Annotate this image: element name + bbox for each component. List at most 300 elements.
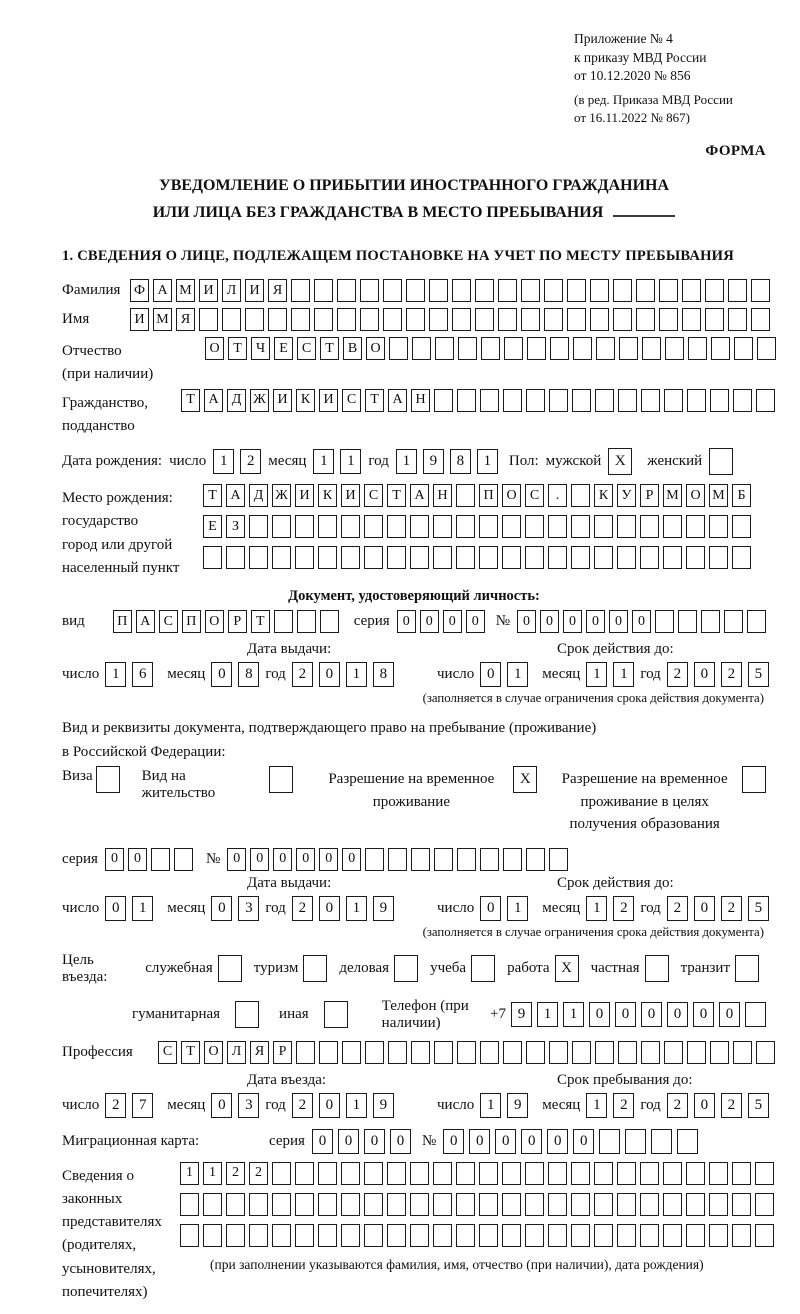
- legal-reps-box[interactable]: [203, 1224, 222, 1247]
- identity-number-box[interactable]: 0: [540, 610, 559, 633]
- identity-valid-month-box[interactable]: 1: [613, 662, 634, 687]
- patronymic-box[interactable]: [435, 337, 454, 360]
- profession-box[interactable]: [480, 1041, 499, 1064]
- legal-reps-box[interactable]: [732, 1193, 751, 1216]
- profession-box[interactable]: Р: [273, 1041, 292, 1064]
- citizenship-box[interactable]: [526, 389, 545, 412]
- surname-box[interactable]: [406, 279, 425, 302]
- identity-issue-day-box[interactable]: 6: [132, 662, 153, 687]
- citizenship-box[interactable]: Н: [411, 389, 430, 412]
- birth-place-box[interactable]: [502, 515, 521, 538]
- stay-year-box[interactable]: 5: [748, 1093, 769, 1118]
- legal-reps-box[interactable]: [318, 1193, 337, 1216]
- citizenship-box[interactable]: [618, 389, 637, 412]
- patronymic-box[interactable]: Ч: [251, 337, 270, 360]
- residence-valid-day-box[interactable]: 0: [480, 896, 501, 921]
- birth-place-box[interactable]: [571, 484, 590, 507]
- residence-number-box[interactable]: [434, 848, 453, 871]
- purpose-study-box[interactable]: [471, 955, 495, 982]
- citizenship-box[interactable]: А: [204, 389, 223, 412]
- given-name-box[interactable]: [590, 308, 609, 331]
- birth-place-box[interactable]: [732, 515, 751, 538]
- identity-series-box[interactable]: 0: [397, 610, 416, 633]
- legal-reps-box[interactable]: [617, 1193, 636, 1216]
- birth-place-box[interactable]: [387, 546, 406, 569]
- birth-place-box[interactable]: К: [318, 484, 337, 507]
- profession-box[interactable]: [549, 1041, 568, 1064]
- migration-number-box[interactable]: 0: [469, 1129, 490, 1154]
- entry-year-box[interactable]: 1: [346, 1093, 367, 1118]
- birth-place-box[interactable]: И: [341, 484, 360, 507]
- legal-reps-box[interactable]: [686, 1193, 705, 1216]
- identity-issue-year-box[interactable]: 1: [346, 662, 367, 687]
- purpose-private-box[interactable]: [645, 955, 669, 982]
- given-name-box[interactable]: [360, 308, 379, 331]
- residence-number-box[interactable]: 0: [342, 848, 361, 871]
- given-name-box[interactable]: [337, 308, 356, 331]
- profession-box[interactable]: [526, 1041, 545, 1064]
- legal-reps-box[interactable]: [709, 1162, 728, 1185]
- residence-number-box[interactable]: [457, 848, 476, 871]
- surname-box[interactable]: [475, 279, 494, 302]
- given-name-box[interactable]: [544, 308, 563, 331]
- given-name-box[interactable]: М: [153, 308, 172, 331]
- profession-box[interactable]: [296, 1041, 315, 1064]
- birth-place-box[interactable]: [456, 515, 475, 538]
- residence-number-box[interactable]: [549, 848, 568, 871]
- citizenship-box[interactable]: А: [388, 389, 407, 412]
- purpose-humanitarian-box[interactable]: [235, 1001, 259, 1028]
- birth-place-box[interactable]: С: [364, 484, 383, 507]
- birth-place-box[interactable]: [663, 546, 682, 569]
- citizenship-box[interactable]: С: [342, 389, 361, 412]
- patronymic-box[interactable]: [504, 337, 523, 360]
- migration-number-box[interactable]: 0: [573, 1129, 594, 1154]
- residence-number-box[interactable]: [411, 848, 430, 871]
- profession-box[interactable]: [319, 1041, 338, 1064]
- citizenship-box[interactable]: Ж: [250, 389, 269, 412]
- surname-box[interactable]: Л: [222, 279, 241, 302]
- surname-box[interactable]: [337, 279, 356, 302]
- legal-reps-box[interactable]: [387, 1162, 406, 1185]
- birth-place-box[interactable]: [617, 546, 636, 569]
- patronymic-box[interactable]: [550, 337, 569, 360]
- profession-box[interactable]: [572, 1041, 591, 1064]
- legal-reps-box[interactable]: [732, 1224, 751, 1247]
- birth-place-box[interactable]: [341, 546, 360, 569]
- birth-place-box[interactable]: С: [525, 484, 544, 507]
- patronymic-box[interactable]: О: [205, 337, 224, 360]
- entry-year-box[interactable]: 9: [373, 1093, 394, 1118]
- patronymic-box[interactable]: [665, 337, 684, 360]
- birth-place-box[interactable]: [479, 546, 498, 569]
- surname-box[interactable]: [383, 279, 402, 302]
- given-name-box[interactable]: [383, 308, 402, 331]
- birth-place-box[interactable]: [617, 515, 636, 538]
- purpose-other-box[interactable]: [324, 1001, 348, 1028]
- given-name-box[interactable]: [521, 308, 540, 331]
- surname-box[interactable]: [429, 279, 448, 302]
- birth-place-box[interactable]: [594, 515, 613, 538]
- residence-valid-year-box[interactable]: 0: [694, 896, 715, 921]
- birth-place-box[interactable]: М: [709, 484, 728, 507]
- purpose-work-box[interactable]: X: [555, 955, 579, 982]
- birth-place-box[interactable]: [456, 484, 475, 507]
- legal-reps-box[interactable]: [433, 1162, 452, 1185]
- residence-valid-month-box[interactable]: 1: [586, 896, 607, 921]
- identity-number-box[interactable]: 0: [632, 610, 651, 633]
- profession-box[interactable]: Я: [250, 1041, 269, 1064]
- citizenship-box[interactable]: И: [273, 389, 292, 412]
- birth-place-box[interactable]: Т: [203, 484, 222, 507]
- legal-reps-box[interactable]: [640, 1224, 659, 1247]
- patronymic-box[interactable]: [688, 337, 707, 360]
- birth-place-box[interactable]: [571, 546, 590, 569]
- identity-kind-box[interactable]: С: [159, 610, 178, 633]
- stay-month-box[interactable]: 2: [613, 1093, 634, 1118]
- citizenship-box[interactable]: Д: [227, 389, 246, 412]
- profession-box[interactable]: С: [158, 1041, 177, 1064]
- legal-reps-box[interactable]: [249, 1224, 268, 1247]
- legal-reps-box[interactable]: [479, 1224, 498, 1247]
- legal-reps-box[interactable]: [502, 1224, 521, 1247]
- phone-box[interactable]: 0: [641, 1002, 662, 1027]
- profession-box[interactable]: [618, 1041, 637, 1064]
- migration-number-box[interactable]: 0: [443, 1129, 464, 1154]
- profession-box[interactable]: [733, 1041, 752, 1064]
- patronymic-box[interactable]: В: [343, 337, 362, 360]
- birth-place-box[interactable]: Б: [732, 484, 751, 507]
- birth-place-box[interactable]: [640, 546, 659, 569]
- legal-reps-box[interactable]: [709, 1224, 728, 1247]
- identity-valid-month-box[interactable]: 1: [586, 662, 607, 687]
- residence-valid-year-box[interactable]: 2: [721, 896, 742, 921]
- legal-reps-box[interactable]: [617, 1162, 636, 1185]
- legal-reps-box[interactable]: [272, 1224, 291, 1247]
- birth-place-box[interactable]: [548, 515, 567, 538]
- patronymic-box[interactable]: О: [366, 337, 385, 360]
- surname-box[interactable]: [705, 279, 724, 302]
- identity-kind-box[interactable]: [274, 610, 293, 633]
- patronymic-box[interactable]: [389, 337, 408, 360]
- birth-place-box[interactable]: И: [295, 484, 314, 507]
- residence-series-box[interactable]: [174, 848, 193, 871]
- migration-number-box[interactable]: [599, 1129, 620, 1154]
- birth-month-box[interactable]: 1: [313, 449, 334, 474]
- birth-place-box[interactable]: [709, 546, 728, 569]
- given-name-box[interactable]: [199, 308, 218, 331]
- phone-box[interactable]: 0: [589, 1002, 610, 1027]
- given-name-box[interactable]: [613, 308, 632, 331]
- legal-reps-box[interactable]: [525, 1193, 544, 1216]
- given-name-box[interactable]: [682, 308, 701, 331]
- legal-reps-box[interactable]: [525, 1162, 544, 1185]
- birth-place-box[interactable]: [640, 515, 659, 538]
- birth-year-box[interactable]: 1: [477, 449, 498, 474]
- legal-reps-box[interactable]: [755, 1193, 774, 1216]
- identity-kind-box[interactable]: А: [136, 610, 155, 633]
- surname-box[interactable]: И: [199, 279, 218, 302]
- profession-box[interactable]: [457, 1041, 476, 1064]
- phone-box[interactable]: 0: [615, 1002, 636, 1027]
- birth-place-box[interactable]: [594, 546, 613, 569]
- legal-reps-box[interactable]: [594, 1193, 613, 1216]
- citizenship-box[interactable]: [595, 389, 614, 412]
- birth-place-box[interactable]: Т: [387, 484, 406, 507]
- birth-place-box[interactable]: [479, 515, 498, 538]
- birth-place-box[interactable]: [226, 546, 245, 569]
- identity-number-box[interactable]: 0: [609, 610, 628, 633]
- patronymic-box[interactable]: Т: [320, 337, 339, 360]
- phone-box[interactable]: 0: [719, 1002, 740, 1027]
- surname-box[interactable]: А: [153, 279, 172, 302]
- given-name-box[interactable]: [222, 308, 241, 331]
- birth-place-box[interactable]: М: [663, 484, 682, 507]
- legal-reps-box[interactable]: [226, 1224, 245, 1247]
- legal-reps-box[interactable]: [387, 1193, 406, 1216]
- residence-issue-year-box[interactable]: 1: [346, 896, 367, 921]
- identity-number-box[interactable]: [655, 610, 674, 633]
- citizenship-box[interactable]: [503, 389, 522, 412]
- profession-box[interactable]: [503, 1041, 522, 1064]
- legal-reps-box[interactable]: [226, 1193, 245, 1216]
- profession-box[interactable]: О: [204, 1041, 223, 1064]
- birth-place-box[interactable]: [686, 546, 705, 569]
- migration-series-box[interactable]: 0: [364, 1129, 385, 1154]
- surname-box[interactable]: [360, 279, 379, 302]
- identity-series-box[interactable]: 0: [466, 610, 485, 633]
- legal-reps-box[interactable]: [180, 1193, 199, 1216]
- identity-number-box[interactable]: 0: [563, 610, 582, 633]
- purpose-business-box[interactable]: [394, 955, 418, 982]
- birth-place-box[interactable]: [456, 546, 475, 569]
- legal-reps-box[interactable]: [525, 1224, 544, 1247]
- patronymic-box[interactable]: Е: [274, 337, 293, 360]
- legal-reps-box[interactable]: [502, 1193, 521, 1216]
- given-name-box[interactable]: [659, 308, 678, 331]
- surname-box[interactable]: [314, 279, 333, 302]
- migration-number-box[interactable]: [651, 1129, 672, 1154]
- birth-place-box[interactable]: Р: [640, 484, 659, 507]
- identity-kind-box[interactable]: [320, 610, 339, 633]
- birth-place-box[interactable]: [341, 515, 360, 538]
- citizenship-box[interactable]: Т: [365, 389, 384, 412]
- identity-valid-day-box[interactable]: 1: [507, 662, 528, 687]
- profession-box[interactable]: [595, 1041, 614, 1064]
- patronymic-box[interactable]: [757, 337, 776, 360]
- legal-reps-box[interactable]: [341, 1224, 360, 1247]
- birth-place-box[interactable]: [272, 515, 291, 538]
- legal-reps-box[interactable]: [755, 1224, 774, 1247]
- temporary-residence-box[interactable]: X: [513, 766, 537, 793]
- sex-female-box[interactable]: [709, 448, 733, 475]
- legal-reps-box[interactable]: [341, 1162, 360, 1185]
- given-name-box[interactable]: [245, 308, 264, 331]
- phone-box[interactable]: 9: [511, 1002, 532, 1027]
- legal-reps-box[interactable]: [364, 1193, 383, 1216]
- migration-series-box[interactable]: 0: [312, 1129, 333, 1154]
- identity-kind-box[interactable]: П: [182, 610, 201, 633]
- identity-kind-box[interactable]: [297, 610, 316, 633]
- legal-reps-box[interactable]: [594, 1224, 613, 1247]
- legal-reps-box[interactable]: [433, 1193, 452, 1216]
- surname-box[interactable]: [521, 279, 540, 302]
- patronymic-box[interactable]: [734, 337, 753, 360]
- legal-reps-box[interactable]: [410, 1193, 429, 1216]
- legal-reps-box[interactable]: 2: [226, 1162, 245, 1185]
- identity-issue-year-box[interactable]: 2: [292, 662, 313, 687]
- migration-number-box[interactable]: [625, 1129, 646, 1154]
- birth-place-box[interactable]: [249, 515, 268, 538]
- birth-place-box[interactable]: [548, 546, 567, 569]
- surname-box[interactable]: И: [245, 279, 264, 302]
- given-name-box[interactable]: Я: [176, 308, 195, 331]
- given-name-box[interactable]: [406, 308, 425, 331]
- birth-place-box[interactable]: [295, 546, 314, 569]
- surname-box[interactable]: Я: [268, 279, 287, 302]
- legal-reps-box[interactable]: [318, 1162, 337, 1185]
- citizenship-box[interactable]: [733, 389, 752, 412]
- residence-issue-day-box[interactable]: 1: [132, 896, 153, 921]
- birth-place-box[interactable]: А: [410, 484, 429, 507]
- birth-place-box[interactable]: Е: [203, 515, 222, 538]
- birth-place-box[interactable]: [525, 515, 544, 538]
- profession-box[interactable]: Т: [181, 1041, 200, 1064]
- identity-issue-day-box[interactable]: 1: [105, 662, 126, 687]
- profession-box[interactable]: [434, 1041, 453, 1064]
- residence-valid-year-box[interactable]: 2: [667, 896, 688, 921]
- birth-day-box[interactable]: 2: [240, 449, 261, 474]
- given-name-box[interactable]: [567, 308, 586, 331]
- identity-valid-day-box[interactable]: 0: [480, 662, 501, 687]
- migration-number-box[interactable]: [677, 1129, 698, 1154]
- legal-reps-box[interactable]: [663, 1224, 682, 1247]
- identity-number-box[interactable]: 0: [586, 610, 605, 633]
- legal-reps-box[interactable]: [709, 1193, 728, 1216]
- legal-reps-box[interactable]: [640, 1193, 659, 1216]
- birth-month-box[interactable]: 1: [340, 449, 361, 474]
- profession-box[interactable]: [388, 1041, 407, 1064]
- surname-box[interactable]: [659, 279, 678, 302]
- birth-place-box[interactable]: [732, 546, 751, 569]
- citizenship-box[interactable]: К: [296, 389, 315, 412]
- surname-box[interactable]: [728, 279, 747, 302]
- given-name-box[interactable]: [475, 308, 494, 331]
- birth-place-box[interactable]: [387, 515, 406, 538]
- birth-place-box[interactable]: [525, 546, 544, 569]
- phone-box[interactable]: [745, 1002, 766, 1027]
- given-name-box[interactable]: [429, 308, 448, 331]
- legal-reps-box[interactable]: [318, 1224, 337, 1247]
- residence-series-box[interactable]: 0: [105, 848, 124, 871]
- visa-box[interactable]: [96, 766, 120, 793]
- legal-reps-box[interactable]: [295, 1162, 314, 1185]
- purpose-tourism-box[interactable]: [303, 955, 327, 982]
- sex-male-box[interactable]: X: [608, 448, 632, 475]
- residence-issue-month-box[interactable]: 3: [238, 896, 259, 921]
- residence-valid-month-box[interactable]: 2: [613, 896, 634, 921]
- legal-reps-box[interactable]: [663, 1162, 682, 1185]
- surname-box[interactable]: [452, 279, 471, 302]
- stay-day-box[interactable]: 9: [507, 1093, 528, 1118]
- birth-place-box[interactable]: З: [226, 515, 245, 538]
- migration-series-box[interactable]: 0: [338, 1129, 359, 1154]
- residence-number-box[interactable]: [365, 848, 384, 871]
- legal-reps-box[interactable]: [479, 1162, 498, 1185]
- birth-place-box[interactable]: [433, 515, 452, 538]
- legal-reps-box[interactable]: [364, 1224, 383, 1247]
- given-name-box[interactable]: [751, 308, 770, 331]
- legal-reps-box[interactable]: [548, 1193, 567, 1216]
- citizenship-box[interactable]: Т: [181, 389, 200, 412]
- identity-number-box[interactable]: [701, 610, 720, 633]
- surname-box[interactable]: [498, 279, 517, 302]
- legal-reps-box[interactable]: [295, 1224, 314, 1247]
- legal-reps-box[interactable]: [640, 1162, 659, 1185]
- legal-reps-box[interactable]: [180, 1224, 199, 1247]
- migration-series-box[interactable]: 0: [390, 1129, 411, 1154]
- phone-box[interactable]: 1: [537, 1002, 558, 1027]
- identity-issue-month-box[interactable]: 0: [211, 662, 232, 687]
- residence-valid-day-box[interactable]: 1: [507, 896, 528, 921]
- legal-reps-box[interactable]: [548, 1162, 567, 1185]
- residence-number-box[interactable]: 0: [273, 848, 292, 871]
- phone-box[interactable]: 0: [667, 1002, 688, 1027]
- identity-number-box[interactable]: [724, 610, 743, 633]
- given-name-box[interactable]: [452, 308, 471, 331]
- legal-reps-box[interactable]: [295, 1193, 314, 1216]
- patronymic-box[interactable]: [458, 337, 477, 360]
- surname-box[interactable]: М: [176, 279, 195, 302]
- birth-place-box[interactable]: [364, 546, 383, 569]
- legal-reps-box[interactable]: [663, 1193, 682, 1216]
- identity-valid-year-box[interactable]: 2: [667, 662, 688, 687]
- identity-valid-year-box[interactable]: 5: [748, 662, 769, 687]
- identity-number-box[interactable]: 0: [517, 610, 536, 633]
- surname-box[interactable]: [544, 279, 563, 302]
- citizenship-box[interactable]: [480, 389, 499, 412]
- identity-kind-box[interactable]: П: [113, 610, 132, 633]
- legal-reps-box[interactable]: [387, 1224, 406, 1247]
- identity-issue-year-box[interactable]: 0: [319, 662, 340, 687]
- residence-issue-year-box[interactable]: 9: [373, 896, 394, 921]
- surname-box[interactable]: [636, 279, 655, 302]
- legal-reps-box[interactable]: [249, 1193, 268, 1216]
- identity-issue-month-box[interactable]: 8: [238, 662, 259, 687]
- patronymic-box[interactable]: Т: [228, 337, 247, 360]
- surname-box[interactable]: [751, 279, 770, 302]
- identity-number-box[interactable]: [747, 610, 766, 633]
- residence-number-box[interactable]: [388, 848, 407, 871]
- identity-kind-box[interactable]: О: [205, 610, 224, 633]
- birth-year-box[interactable]: 1: [396, 449, 417, 474]
- birth-place-box[interactable]: К: [594, 484, 613, 507]
- patronymic-box[interactable]: [573, 337, 592, 360]
- patronymic-box[interactable]: [711, 337, 730, 360]
- legal-reps-box[interactable]: [502, 1162, 521, 1185]
- birth-place-box[interactable]: [663, 515, 682, 538]
- birth-place-box[interactable]: Н: [433, 484, 452, 507]
- residence-number-box[interactable]: 0: [227, 848, 246, 871]
- birth-place-box[interactable]: [410, 546, 429, 569]
- entry-day-box[interactable]: 7: [132, 1093, 153, 1118]
- legal-reps-box[interactable]: [456, 1162, 475, 1185]
- legal-reps-box[interactable]: [571, 1193, 590, 1216]
- patronymic-box[interactable]: С: [297, 337, 316, 360]
- birth-place-box[interactable]: [249, 546, 268, 569]
- identity-number-box[interactable]: [678, 610, 697, 633]
- citizenship-box[interactable]: [457, 389, 476, 412]
